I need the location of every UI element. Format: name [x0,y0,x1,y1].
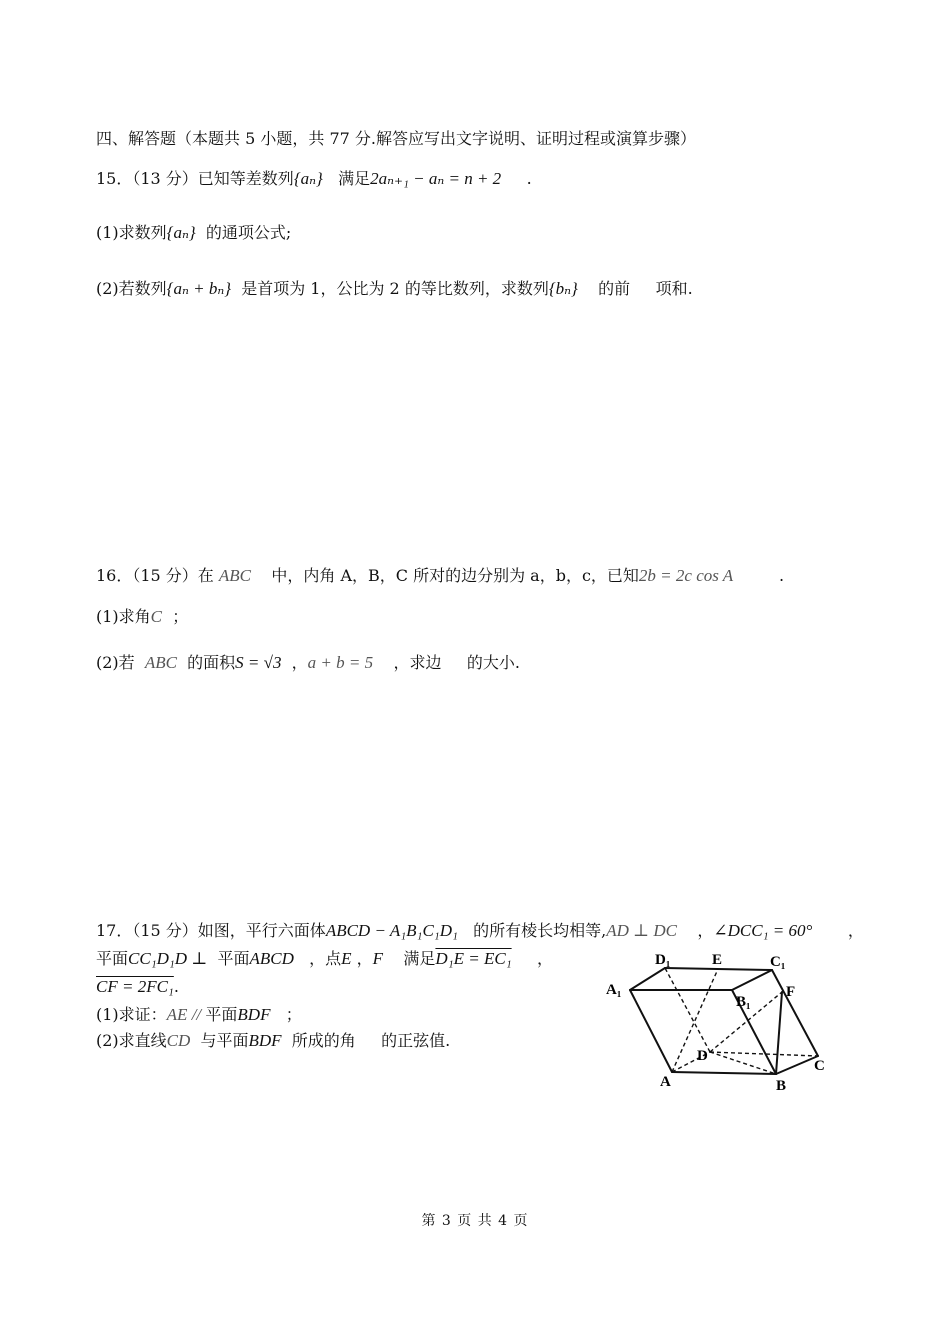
q15-p2-d: 项和. [655,279,693,298]
q17-p1-plane: BDF [237,1005,271,1024]
q17-stem-b: 的所有棱长均相等, [473,921,607,940]
q17-line2-b: 平面 [217,949,250,968]
q17-comma1: ， [697,921,714,940]
q17-p2-b: 与平面 [200,1031,249,1050]
edge-d1-c1 [665,968,772,970]
section-heading: 四、解答题（本题共 5 小题，共 77 分.解答应写出文字说明、证明过程或演算步骤） [96,129,696,148]
q16-p2-triangle: ABC [144,653,177,672]
q17-vector-condition-2: CF = 2FC₁ [96,977,174,996]
edge-a-b [672,1072,776,1074]
q17-perp: AD ⊥ DC [606,921,678,940]
q16-stem [96,565,784,587]
q15-p1-b: 的通项公式; [205,223,292,242]
q17-part2 [96,1030,450,1052]
q16-condition: 2b = 2c cos A [638,566,734,585]
q17-comma3: ， [356,949,373,968]
q16-p2-area: S = √3 [235,653,282,672]
q17-p2-plane: BDF [248,1031,282,1050]
page-footer: 第 3 页 共 4 页 [421,1213,529,1229]
q15-stem-c: . [526,169,532,188]
q17-part1 [96,1004,302,1026]
q15-p1-seq: {aₙ} [166,223,196,242]
edge-b1-c1 [732,970,772,990]
label-c: C [814,1058,825,1074]
q17-p2-d: 的正弦值. [381,1031,451,1050]
q17-p2-cd: CD [166,1031,191,1050]
q16-p2-e: 的大小. [466,653,520,672]
q17-plane1: CC₁D₁D ⊥ [128,949,208,968]
q17-stem-a: 17．（15 分）如图，平行六面体 [96,921,326,940]
q16-p2-b: 的面积 [187,653,236,672]
q17-line3 [96,976,179,998]
edge-b-c [776,1056,818,1074]
q15-stem-b: 满足 [338,169,371,188]
q16-part2 [96,652,520,674]
segment-b-f [776,992,782,1074]
segment-a-e [672,969,718,1072]
label-b: B [776,1078,787,1094]
q16-part1 [96,606,188,628]
q17-p1-math: AE // [166,1005,206,1024]
q15-condition: 2aₙ₊₁ − aₙ = n + 2 [370,169,502,188]
q16-triangle: ABC [218,566,252,585]
label-d: D [697,1048,708,1064]
q15-p2-a: (2)若数列 [96,279,167,298]
label-a: A [660,1074,671,1090]
label-f: F [786,984,796,1000]
q15-p2-b: 是首项为 1，公比为 2 的等比数列，求数列 [241,279,549,298]
q17-p1-b: 平面 [205,1005,238,1024]
q17-line3-end: . [173,977,179,996]
q17-line2-c: ，点 [309,949,342,968]
q15-part2 [96,278,693,300]
q16-p2-c: ， [291,653,308,672]
q16-p2-a: (2)若 [96,653,135,672]
q16-p2-sum: a + b = 5 [307,653,374,672]
label-a1: A₁ [606,982,622,998]
q17-point-f: F [372,949,384,968]
label-e: E [712,952,723,968]
q15-part1 [96,222,291,244]
q15-seq-an: {aₙ} [293,169,323,188]
q17-comma2: ， [847,921,864,940]
q17-line2-d: 满足 [403,949,436,968]
edge-d-d1 [665,968,710,1052]
q16-stem-c: . [778,566,785,585]
label-c1: C₁ [770,954,786,970]
q15-p2-seq: {aₙ + bₙ} [166,279,232,298]
q16-p2-d: ，求边 [393,653,442,672]
q16-p1-a: (1)求角 [96,607,151,626]
q17-stem [96,920,864,942]
q16-p1-angle: C [150,607,163,626]
q15-p1-a: (1)求数列 [96,223,167,242]
q17-line2 [96,948,553,970]
edge-a1-d1 [630,968,665,990]
q17-p2-c: 所成的角 [291,1031,356,1050]
q15-p2-seq2: {bₙ} [548,279,578,298]
q17-vector-condition-1: D₁E = EC₁ [435,949,512,968]
q16-p1-b: ； [172,607,189,626]
label-b1: B₁ [736,994,751,1010]
q15-p2-c: 的前 [598,279,631,298]
q17-line2-a: 平面 [96,949,129,968]
q17-line2-e: ， [537,949,554,968]
q17-plane2: ABCD [249,949,294,968]
q17-point-e: E [341,949,352,968]
q16-stem-a: 16．（15 分）在 [96,566,214,585]
parallelepiped-figure [600,948,840,1098]
edge-a-a1 [630,990,672,1072]
q17-p1-a: (1)求证： [96,1005,167,1024]
q17-p1-c: ； [285,1005,302,1024]
label-d1: D₁ [655,952,671,968]
q15-stem-a: 15．（13 分）已知等差数列 [96,169,294,188]
q17-p2-a: (2)求直线 [96,1031,167,1050]
q15-stem [96,168,532,190]
q17-solid: ABCD − A₁B₁C₁D₁ [325,921,458,940]
q17-angle: ∠DCC₁ = 60° [713,921,813,940]
q16-stem-b: 中，内角 A，B，C 所对的边分别为 a，b，c，已知 [271,566,639,585]
